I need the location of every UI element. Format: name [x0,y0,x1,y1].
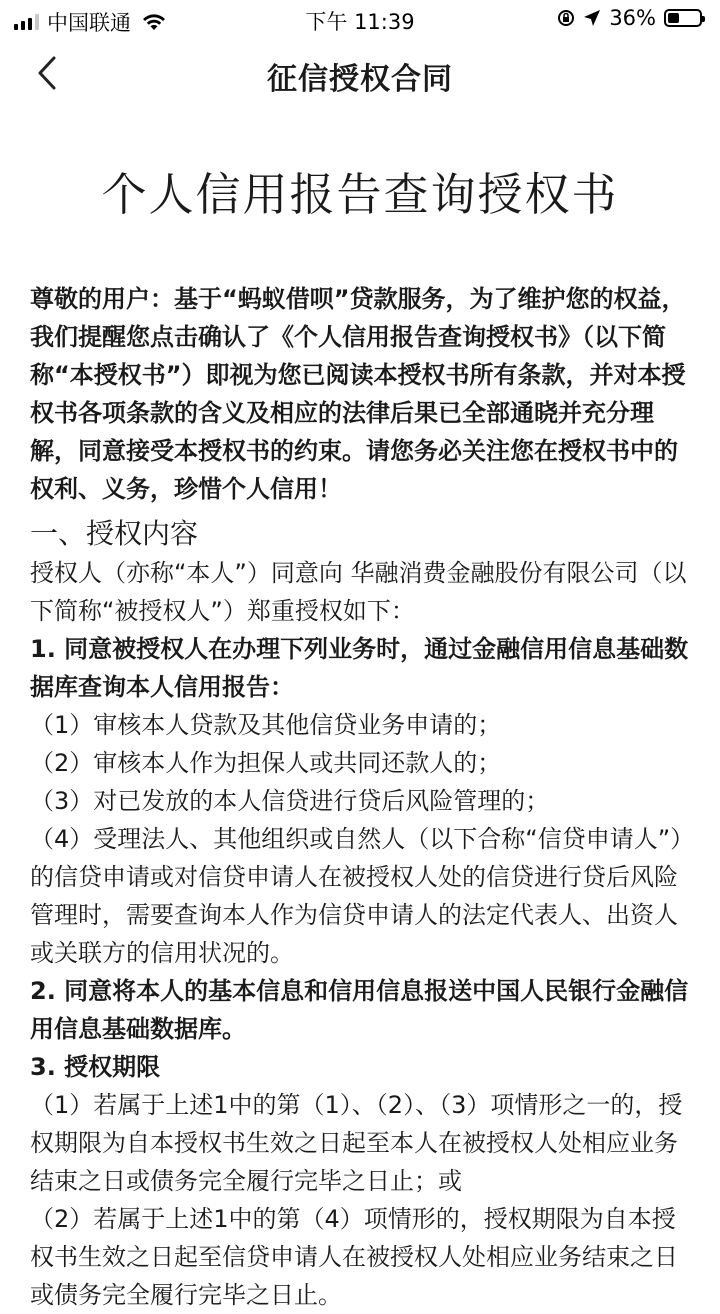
location-arrow-icon [583,9,601,27]
battery-icon [664,9,702,27]
status-time: 下午 11:39 [305,10,415,34]
status-right [557,6,702,30]
clause-1-item: （3）对已发放的本人信贷进行贷后风险管理的； [30,787,550,815]
navigation-bar [0,40,720,106]
intro-paragraph: 尊敬的用户：基于“蚂蚁借呗”贷款服务，为了维护您的权益，我们提醒您点击确认了《个人信用报告查询授权书》（以下简称“本授权书”）即视为您已阅读本授权书所有条款，并对本授权书各项条款的含义及相应的法律后果已全部通晓并充分理解，同意接受本授权书的约束。请您务必关注您在授权书中的权利、义务，珍惜个人信用！ [30,285,686,503]
clause-2: 2. 同意将本人的基本信息和信用信息报送中国人民银行金融信用信息基础数据库。 [30,977,689,1043]
clause-1-item: （2）审核本人作为担保人或共同还款人的； [30,749,502,777]
clause-3-heading: 3. 授权期限 [30,1053,161,1081]
battery-percent: 36% [609,6,656,30]
carrier-label: 中国联通 [47,11,131,35]
clause-1-item: （4）受理法人、其他组织或自然人（以下合称“信贷申请人”）的信贷申请或对信贷申请人在被授权人处的信贷进行贷后风险管理时，需要查询本人作为信贷申请人的法定代表人、出资人或关联方的信用状况的。 [30,825,683,967]
section-heading: 一、授权内容 [30,517,199,550]
clause-3-item: （1）若属于上述1中的第（1）、（2）、（3）项情形之一的，授权期限为自本授权书生效之日起至本人在被授权人处相应业务结束之日或债务完全履行完毕之日止；或 [30,1091,683,1195]
clause-1-item: （1）审核本人贷款及其他信贷业务申请的； [30,711,502,739]
status-bar [0,0,720,36]
clause-1: 1. 同意被授权人在办理下列业务时，通过金融信用信息基础数据库查询本人信用报告： [30,635,689,701]
clause-3-item: （2）若属于上述1中的第（4）项情形的，授权期限为自本授权书生效之日起至信贷申请人在被授权人处相应业务结束之日或债务完全履行完毕之日止。 [30,1205,678,1309]
document-title: 个人信用报告查询授权书 [101,168,619,221]
page-title: 征信授权合同 [267,62,453,97]
grant-statement: 授权人（亦称“本人”）同意向 华融消费金融股份有限公司（以下简称“被授权人”）郑重授权如下： [30,559,687,625]
orientation-lock-icon [557,9,575,27]
document-body [30,280,690,1314]
